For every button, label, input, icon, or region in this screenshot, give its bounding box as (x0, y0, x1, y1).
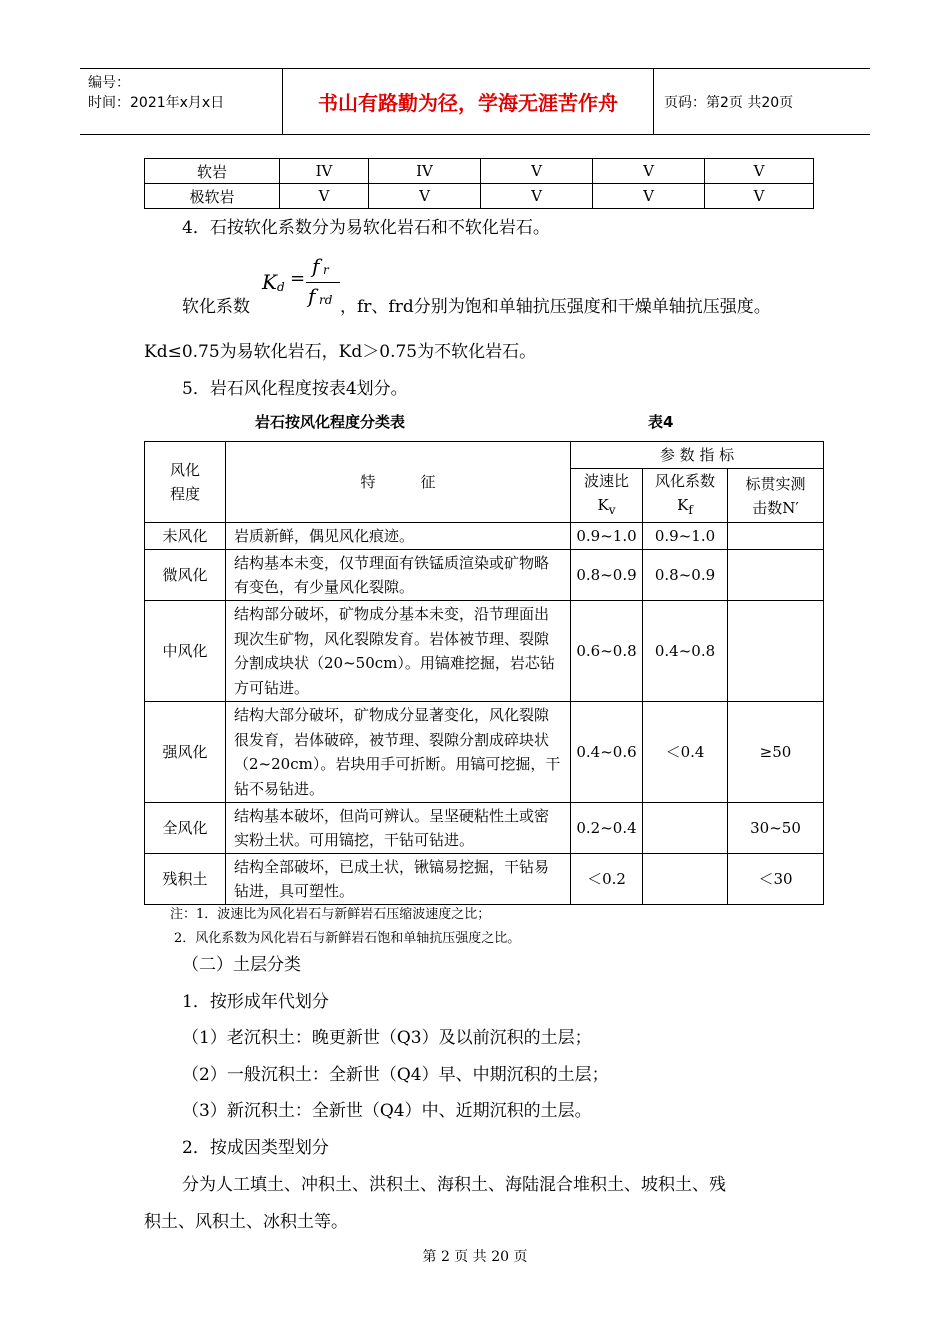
table-cell: V (593, 159, 705, 184)
table-row (145, 159, 814, 184)
table-cell-n (728, 601, 824, 702)
table-cell-n: 30~50 (728, 803, 824, 854)
table-cell-n: ＜30 (728, 854, 824, 905)
table-cell: V (705, 159, 814, 184)
table-cell-grade: 微风化 (145, 550, 226, 601)
header-n (728, 469, 824, 523)
soil-s2-text1: 分为人工填土、冲积土、洪积土、海积土、海陆混合堆积土、坡积土、残 (182, 1175, 726, 1195)
table-cell-feature: 结构基本未变，仅节理面有铁锰质渲染或矿物略有变色，有少量风化裂隙。 (226, 550, 571, 601)
header-kv (571, 469, 643, 523)
header-kv-label: 波速比 (583, 472, 629, 490)
softening-label: 软化系数 (182, 297, 250, 317)
formula-denominator-sub: rd (319, 293, 333, 307)
header-kf-symbol: $K_f$ (677, 496, 693, 517)
header-n-label2: 击数N′ (752, 498, 799, 517)
softening-text: ，fr、frd分别为饱和单轴抗压强度和干燥单轴抗压强度。 (340, 297, 771, 317)
table-cell-feature: 结构部分破坏，矿物成分基本未变，沿节理面出现次生矿物，风化裂隙发育。岩体被节理、裂隙分割成块状（20~50cm）。用镐难挖掘，岩芯钻方可钻进。 (226, 601, 571, 702)
table-cell-kv: 0.6~0.8 (571, 601, 643, 702)
table-cell: V (593, 184, 705, 209)
table-cell: V (481, 184, 593, 209)
header-kf-label: 风化系数 (654, 472, 715, 490)
header-page-info: 页码：第2页 共20页 (664, 94, 794, 111)
table-cell-feature: 岩质新鲜，偶见风化痕迹。 (226, 523, 571, 550)
formula-denominator: f (308, 284, 316, 308)
paragraph-4: 4．石按软化系数分为易软化岩石和不软化岩石。 (182, 218, 550, 238)
header-n-label: 标贯实测 (745, 474, 806, 493)
date-label: 时间：2021年x月x日 (88, 95, 225, 111)
table-cell: V (481, 159, 593, 184)
table-row (145, 184, 814, 209)
weathering-table (144, 441, 824, 905)
kd-line: Kd≤0.75为易软化岩石，Kd＞0.75为不软化岩石。 (144, 342, 537, 362)
soil-s1-3: （3）新沉积土：全新世（Q4）中、近期沉积的土层。 (182, 1101, 592, 1121)
page-header (80, 68, 870, 135)
formula-numerator: f (312, 254, 320, 278)
table-row (145, 550, 824, 601)
table-note-2: 2．风化系数为风化岩石与新鲜岩石饱和单轴抗压强度之比。 (174, 931, 521, 946)
soil-s1-1: （1）老沉积土：晚更新世（Q3）及以前沉积的土层； (182, 1028, 592, 1048)
table-cell-feature: 结构全部破坏，已成土状，锹镐易挖掘，干钻易钻进，具可塑性。 (226, 854, 571, 905)
fraction-line (306, 282, 340, 283)
header-motto: 书山有路勤为径，学海无涯苦作舟 (282, 69, 654, 134)
table-cell-grade: 中风化 (145, 601, 226, 702)
soil-heading: （二）土层分类 (182, 955, 301, 975)
table-note-1: 注：1．波速比为风化岩石与新鲜岩石压缩波速度之比； (170, 907, 491, 922)
table-cell: V (280, 184, 369, 209)
table-caption: 岩石按风化程度分类表 (255, 413, 406, 431)
table-cell-kv: 0.2~0.4 (571, 803, 643, 854)
table-cell-n (728, 523, 824, 550)
table-cell-kf: 0.9~1.0 (643, 523, 728, 550)
table-cell-kf: 0.8~0.9 (643, 550, 728, 601)
softening-formula: K d = f r f rd (262, 254, 352, 312)
header-feature: 特 征 (226, 442, 571, 523)
header-kf (643, 469, 728, 523)
table-cell-grade: 全风化 (145, 803, 226, 854)
table-cell-grade: 强风化 (145, 702, 226, 803)
table-row (145, 854, 824, 905)
table-cell: V (705, 184, 814, 209)
number-label: 编号： (88, 75, 130, 91)
table-cell-feature: 结构基本破坏，但尚可辨认。呈坚硬粘性土或密实粉土状。可用镐挖，干钻可钻进。 (226, 803, 571, 854)
header-left (80, 69, 282, 134)
soil-s2: 2．按成因类型划分 (182, 1138, 329, 1158)
weathering-table-body (145, 523, 824, 905)
table-cell-kf: 0.4~0.8 (643, 601, 728, 702)
page-footer: 第 2 页 共 20 页 (422, 1249, 528, 1265)
table-cell: V (369, 184, 481, 209)
table-cell: 软岩 (145, 159, 280, 184)
table-cell-feature: 结构大部分破坏，矿物成分显著变化，风化裂隙很发育，岩体破碎，被节理、裂隙分割成碎块状（2~20cm）。岩块用手可折断。用镐可挖掘，干钻不易钻进。 (226, 702, 571, 803)
table-cell-kv: 0.4~0.6 (571, 702, 643, 803)
table-row (145, 601, 824, 702)
table-cell-grade: 未风化 (145, 523, 226, 550)
table-cell-n (728, 550, 824, 601)
table-cell: IV (280, 159, 369, 184)
table-cell-kv: 0.8~0.9 (571, 550, 643, 601)
formula-numerator-sub: r (323, 263, 329, 277)
table-row (145, 803, 824, 854)
table-cell-kv: ＜0.2 (571, 854, 643, 905)
header-params: 参 数 指 标 (571, 442, 824, 469)
table-row (145, 702, 824, 803)
table-cell-kv: 0.9~1.0 (571, 523, 643, 550)
soil-s1: 1．按形成年代划分 (182, 992, 329, 1012)
table-cell-kf: ＜0.4 (643, 702, 728, 803)
table-cell-kf (643, 803, 728, 854)
header-grade: 风化 程度 (145, 442, 226, 523)
table-cell-n: ≥50 (728, 702, 824, 803)
header-kv-symbol: $K_v$ (597, 496, 616, 517)
paragraph-5: 5．岩石风化程度按表4划分。 (182, 379, 408, 399)
formula-k: K (262, 270, 277, 294)
table-row (145, 523, 824, 550)
table-cell: 极软岩 (145, 184, 280, 209)
table-cell-grade: 残积土 (145, 854, 226, 905)
formula-k-sub: d (277, 280, 285, 294)
rock-hardness-table (144, 158, 814, 209)
table-cell-kf (643, 854, 728, 905)
table-number: 表4 (648, 413, 674, 431)
soil-s1-2: （2）一般沉积土：全新世（Q4）早、中期沉积的土层； (182, 1065, 609, 1085)
table-header-row (145, 442, 824, 469)
table-cell: IV (369, 159, 481, 184)
soil-s2-text2: 积土、风积土、冰积土等。 (144, 1212, 348, 1232)
